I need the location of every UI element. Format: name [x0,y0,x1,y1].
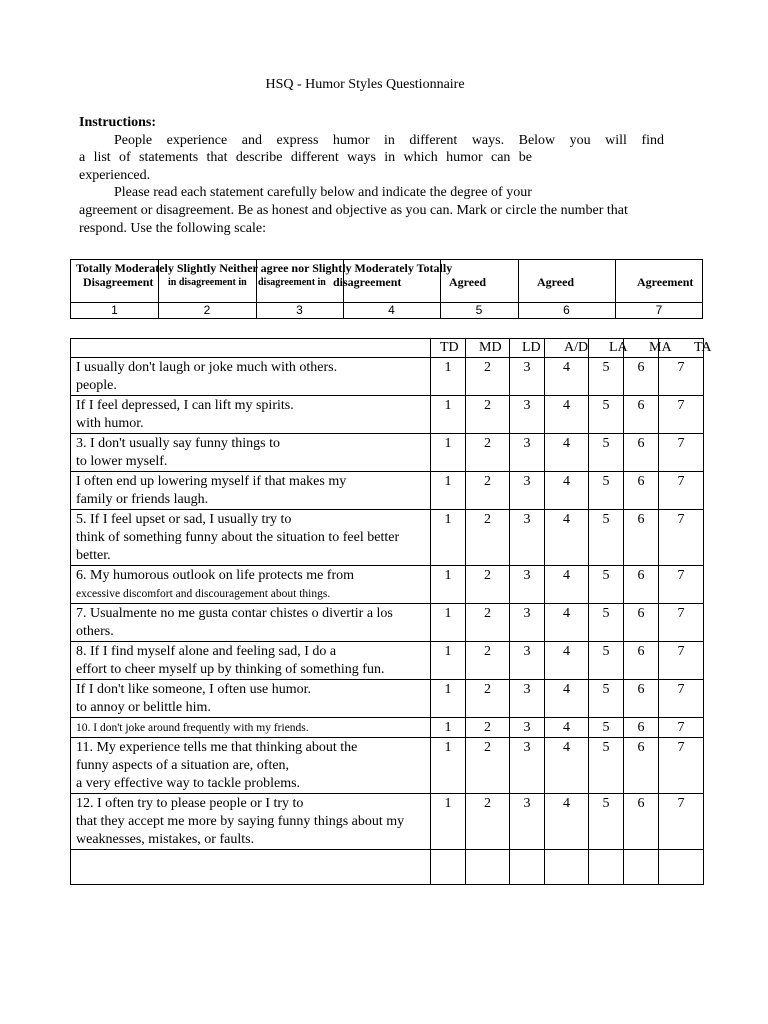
empty-cell [659,850,704,885]
rating-option[interactable]: 1 [431,680,466,718]
instructions-line: People experience and express humor in different ways. Below you will find [114,132,664,148]
statement-text: effort to cheer myself up by thinking of something fun. [76,662,385,677]
statement-text: 3. I don't usually say funny things to [76,436,280,451]
instructions-line: respond. Use the following scale: [79,220,267,236]
scale-number: 7 [655,303,663,317]
statement-text: people. [76,378,117,393]
rating-option[interactable]: 4 [545,358,589,396]
statement-text: 11. My experience tells me that thinking about the [76,740,358,755]
rating-option[interactable]: 1 [431,358,466,396]
rating-option[interactable]: 7 [659,434,704,472]
rating-option[interactable]: 3 [510,358,545,396]
rating-option[interactable]: 1 [431,738,466,794]
rating-option[interactable]: 3 [510,738,545,794]
column-header-ad: A/D [545,339,589,358]
statement-text: 12. I often try to please people or I try to [76,796,304,811]
rating-option[interactable]: 7 [659,680,704,718]
rating-option[interactable]: 5 [589,510,624,566]
rating-option[interactable]: 5 [589,472,624,510]
rating-option[interactable]: 5 [589,738,624,794]
rating-option[interactable]: 6 [624,642,659,680]
rating-option[interactable]: 3 [510,510,545,566]
rating-option[interactable]: 7 [659,604,704,642]
empty-cell [466,850,510,885]
statement-text: others. [76,624,114,639]
scale-label-disagreement: Disagreement [83,275,154,289]
rating-option[interactable]: 5 [589,566,624,604]
empty-cell [431,850,466,885]
rating-option[interactable]: 1 [431,566,466,604]
rating-option[interactable]: 5 [589,396,624,434]
rating-option[interactable]: 2 [466,794,510,850]
rating-option[interactable]: 1 [431,396,466,434]
statement-text: a very effective way to tackle problems. [76,776,301,791]
rating-option[interactable]: 4 [545,794,589,850]
table-row [71,604,704,642]
scale-label-agreement: Agreement [637,275,694,289]
rating-option[interactable]: 3 [510,396,545,434]
statement-text: think of something funny about the situation to feel better [76,530,400,545]
scale-label-disagreement: disagreement [333,275,402,289]
rating-option[interactable]: 3 [510,642,545,680]
statement-text: to lower myself. [76,454,168,469]
statement-text: family or friends laugh. [76,492,209,507]
scale-label-agreed: Agreed [449,275,487,289]
rating-option[interactable]: 4 [545,604,589,642]
column-header-ma: MA [624,339,659,358]
statement-text: better. [76,548,111,563]
rating-scale-table [70,259,703,319]
statement-cell [71,358,431,396]
statement-text: 7. Usualmente no me gusta contar chistes o divertir a los [76,606,393,621]
statement-text: 6. My humorous outlook on life protects me from [76,568,355,583]
rating-option[interactable]: 2 [466,358,510,396]
statement-cell [71,604,431,642]
rating-option[interactable]: 5 [589,642,624,680]
rating-option[interactable]: 2 [466,472,510,510]
instructions-line: a list of statements that describe different ways in which humor can be [79,150,532,166]
statement-text: funny aspects of a situation are, often, [76,758,290,773]
table-row [71,358,704,396]
empty-cell [589,850,624,885]
rating-option[interactable]: 2 [466,604,510,642]
rating-option[interactable]: 2 [466,642,510,680]
statement-text: that they accept me more by saying funny things about my [76,814,405,829]
column-header-ld: LD [510,339,545,358]
statement-text: to annoy or belittle him. [76,700,211,715]
rating-option[interactable]: 2 [466,680,510,718]
table-row [71,794,704,850]
empty-row [71,850,704,885]
rating-option[interactable]: 2 [466,718,510,738]
table-row [71,434,704,472]
rating-option[interactable]: 3 [510,680,545,718]
empty-cell [624,850,659,885]
statement-text: 10. I don't joke around frequently with my friends. [76,722,309,734]
statement-cell [71,680,431,718]
rating-option[interactable]: 3 [510,794,545,850]
rating-option[interactable]: 3 [510,434,545,472]
instructions-line: agreement or disagreement. Be as honest and objective as you can. Mark or circle the number that [79,202,628,218]
rating-option[interactable]: 4 [545,434,589,472]
rating-option[interactable]: 5 [589,794,624,850]
rating-option[interactable]: 5 [589,358,624,396]
statement-cell [71,718,431,738]
empty-cell [545,850,589,885]
rating-option[interactable]: 1 [431,718,466,738]
rating-option[interactable]: 4 [545,566,589,604]
rating-option[interactable]: 2 [466,396,510,434]
rating-option[interactable]: 6 [624,738,659,794]
instructions [79,114,664,237]
empty-cell [510,850,545,885]
rating-option[interactable]: 7 [659,566,704,604]
instructions-line: experienced. [79,167,151,183]
rating-option[interactable]: 7 [659,738,704,794]
rating-option[interactable]: 6 [624,604,659,642]
rating-option[interactable]: 6 [624,358,659,396]
statement-cell [71,642,431,680]
rating-option[interactable]: 1 [431,642,466,680]
rating-option[interactable]: 3 [510,472,545,510]
instructions-heading: Instructions: [79,115,157,130]
statement-text: with humor. [76,416,144,431]
column-header-la: LA [589,339,624,358]
statement-cell [71,510,431,566]
rating-option[interactable]: 5 [589,604,624,642]
scale-label-agreed: Agreed [537,275,575,289]
scale-label-in-disagreement: disagreement in [258,277,326,288]
rating-option[interactable]: 2 [466,566,510,604]
table-row [71,396,704,434]
column-header-md: MD [466,339,510,358]
statement-text: excessive discomfort and discouragement about things. [76,588,331,600]
rating-option[interactable]: 6 [624,566,659,604]
rating-option[interactable]: 6 [624,680,659,718]
rating-option[interactable]: 4 [545,472,589,510]
scale-label-in-disagreement: in disagreement in [168,277,247,288]
table-row [71,642,704,680]
scale-number: 1 [111,303,118,317]
statement-cell [71,434,431,472]
rating-option[interactable]: 7 [659,396,704,434]
rating-option[interactable]: 7 [659,510,704,566]
statement-text: weaknesses, mistakes, or faults. [76,832,255,847]
rating-option[interactable]: 7 [659,358,704,396]
rating-option[interactable]: 7 [659,642,704,680]
rating-option[interactable]: 1 [431,604,466,642]
rating-option[interactable]: 1 [431,794,466,850]
scale-number: 3 [296,303,303,317]
statement-text: I usually don't laugh or joke much with others. [76,360,338,375]
column-header-td: TD [431,339,466,358]
rating-option[interactable]: 2 [466,510,510,566]
rating-option[interactable]: 4 [545,642,589,680]
scale-header-line: Totally Moderately Slightly Neither agree nor Slightly Moderately Totally [76,261,453,275]
rating-option[interactable]: 4 [545,510,589,566]
table-row [71,738,704,794]
rating-option[interactable]: 4 [545,680,589,718]
rating-option[interactable]: 5 [589,680,624,718]
rating-option[interactable]: 6 [624,794,659,850]
rating-option[interactable]: 7 [659,794,704,850]
rating-option[interactable]: 3 [510,566,545,604]
rating-option[interactable]: 2 [466,738,510,794]
scale-number: 4 [388,303,395,317]
rating-option[interactable]: 6 [624,718,659,738]
rating-option[interactable]: 1 [431,472,466,510]
page-title: HSQ - Humor Styles Questionnaire [265,77,465,92]
column-header-ta: TA [659,339,704,358]
header-row [71,339,704,358]
rating-option[interactable]: 4 [545,718,589,738]
statement-text: If I feel depressed, I can lift my spirits. [76,398,294,413]
table-row [71,566,704,604]
rating-option[interactable]: 3 [510,604,545,642]
table-row [71,680,704,718]
statement-text: 8. If I find myself alone and feeling sad, I do a [76,644,337,659]
table-row [71,718,704,738]
rating-option[interactable]: 1 [431,434,466,472]
rating-option[interactable]: 6 [624,434,659,472]
scale-number: 5 [475,303,483,317]
rating-option[interactable]: 3 [510,718,545,738]
statement-text: If I don't like someone, I often use humor. [76,682,312,697]
empty-cell [71,850,431,885]
rating-option[interactable]: 1 [431,510,466,566]
table-row [71,472,704,510]
rating-option[interactable]: 7 [659,472,704,510]
rating-option[interactable]: 6 [624,472,659,510]
statement-text: I often end up lowering myself if that makes my [76,474,347,489]
rating-option[interactable]: 6 [624,396,659,434]
rating-option[interactable]: 6 [624,510,659,566]
scale-number: 6 [563,303,570,317]
table-row [71,510,704,566]
header-blank [71,339,431,358]
statement-cell [71,566,431,604]
rating-option[interactable]: 2 [466,434,510,472]
instructions-line: Please read each statement carefully below and indicate the degree of your [114,185,532,201]
rating-option[interactable]: 5 [589,718,624,738]
rating-option[interactable]: 7 [659,718,704,738]
scale-number: 2 [203,303,211,317]
questionnaire-table [70,338,712,885]
rating-option[interactable]: 4 [545,396,589,434]
statement-cell [71,738,431,794]
rating-option[interactable]: 4 [545,738,589,794]
rating-option[interactable]: 5 [589,434,624,472]
statement-cell [71,794,431,850]
statement-text: 5. If I feel upset or sad, I usually try to [76,512,292,527]
statement-cell [71,472,431,510]
statement-cell [71,396,431,434]
